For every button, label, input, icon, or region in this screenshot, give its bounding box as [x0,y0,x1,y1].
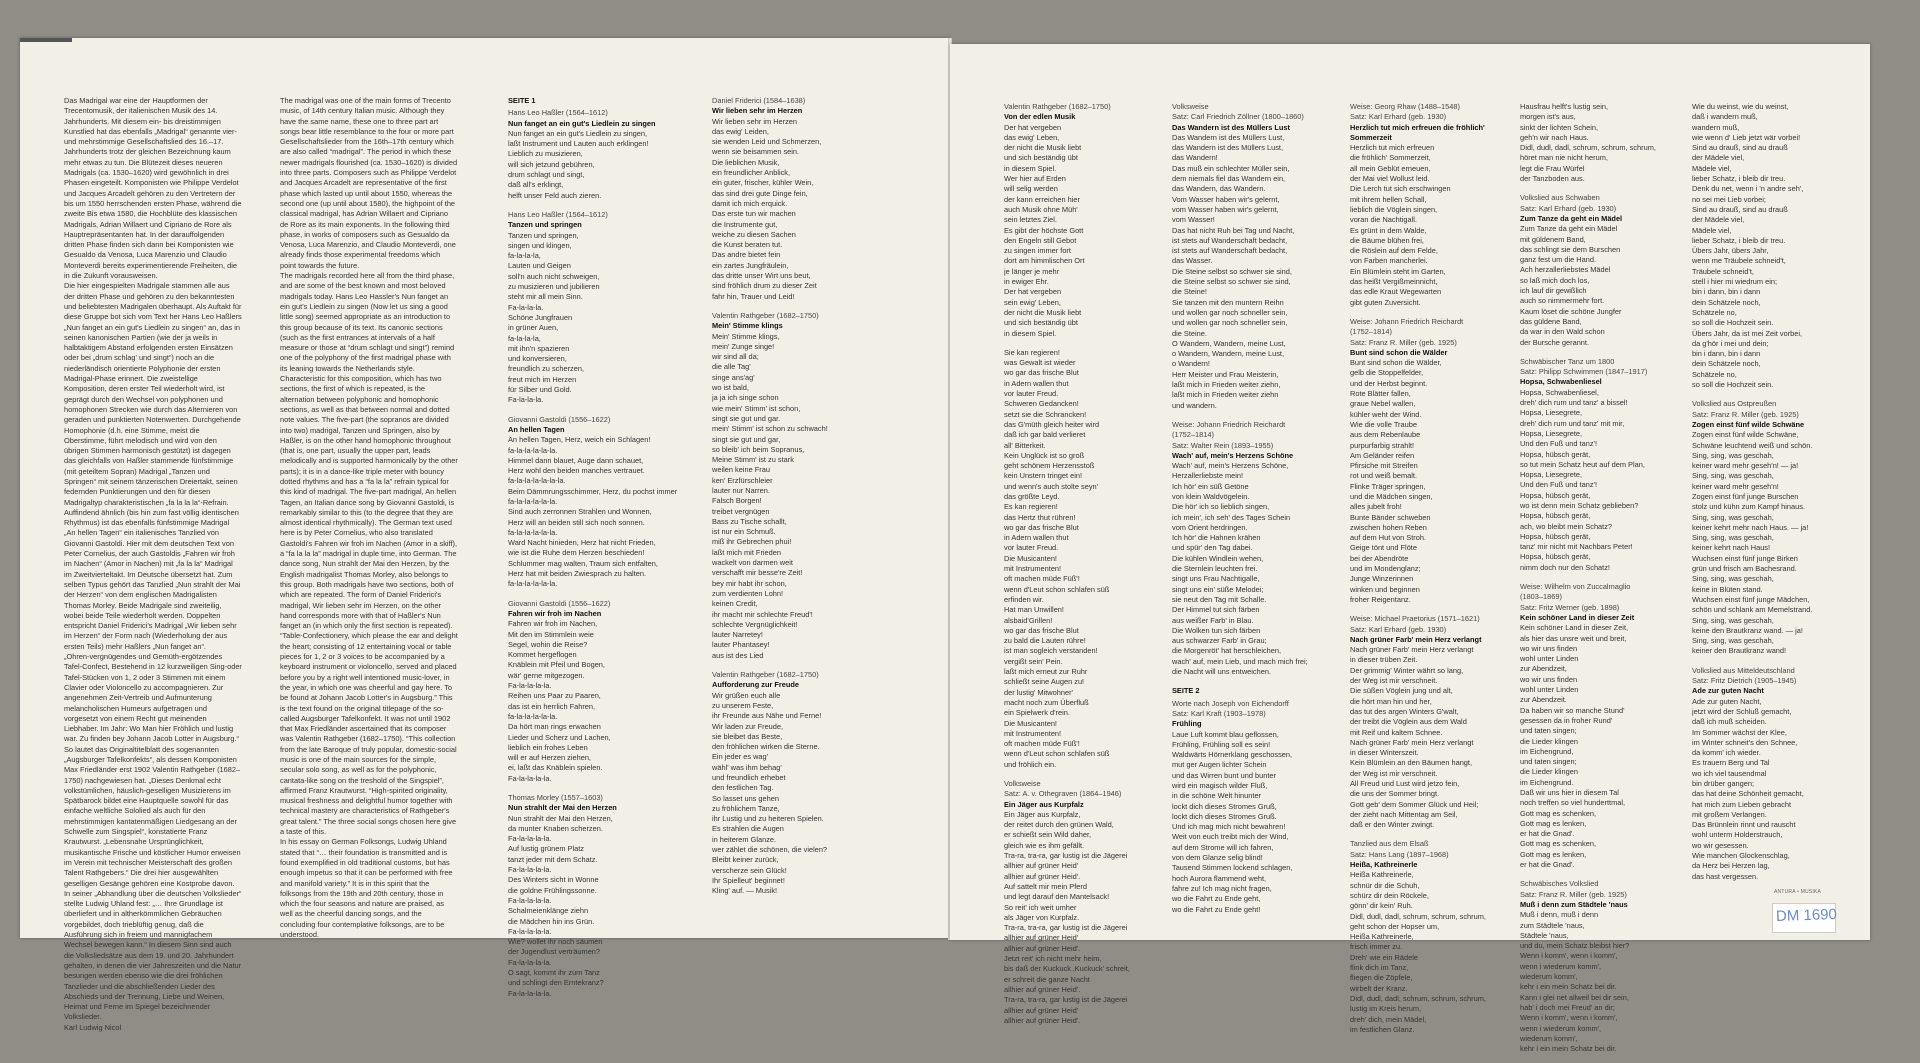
song-title: Muß i denn zum Städtele 'naus [1520,899,1628,909]
song-meta: Volksweise Satz: Carl Friedrich Zöllner (1800–1860) [1172,102,1304,122]
song-lyrics: Nun fanget an ein gut's Liedlein zu singen, laßt Instrument und Lauten auch erklingen! Lieblich zu musizieren, will sich jetzund gebühren, drum schlagt und singt, daß all's erklingt, helft unser Feld auch zieren. [508,128,649,200]
song-title: Mein' Stimme klings [712,321,783,331]
song-lyrics: Wie du weinst, wie du weinst, daß i wandern muß, wandern muß, wie wenn d' Lieb jetzt wär vorbei! Sind au drauß, sind au drauß der Mädele viel, Mädele viel, lieber Schatz, i bleib dir treu. Denk du net, wenn i 'n andre seh', no sei mei Lieb vorbei; Sind au drauß, sind au drauß der Mädele viel, Mädele viel, lieber Schatz, i bleib dir treu. Übers Jahr, übers Jahr, wenn me Träubele schneid't, Träubele schneid't, stell i hier mi wiedrum ein; bin i dann, bin i dann dein Schätzele noch, Schätzele no, so soll die Hochzeit sein. Übers Jahr, da ist mei Zeit vorbei, da g'hör i mei und dein; bin i dann, bin i dann dein Schätzele noch, Schätzele no, so soll die Hochzeit sein. [1692,102,1804,390]
song-block [1520,102,1670,184]
song-lyrics: Nach grüner Farb' mein Herz verlangt in dieser trüben Zeit. Der grimmig' Winter währt so lang, der Weg ist mir verschneit. Die süßen Vöglein jung und alt, die hört man hin und her, das tut des argen Winters G'walt, der treibt die Vöglein aus dem Wald mit Reif und kaltem Schnee. Nach grüner Farb' mein Herz verlangt in dieser Winterszeit. Kein Blümlein an den Bäumen hangt, der Weg ist mir verschneit. All Freud und Lust wird jetzo fein, die uns der Sommer bringt. Gott geb' dem Sommer Glück und Heil; der zieht nach Mittentag am Seil, daß er den Winter zwingt. [1350,645,1479,830]
song-meta: Valentin Rathgeber (1682–1750) [1004,102,1111,111]
song-block [508,210,688,406]
song-block [1350,839,1500,1035]
catalog-number: DM 1690 [1775,905,1838,926]
top-strip [20,38,72,42]
song-block [1004,779,1154,1026]
song-title: Hopsa, Schwabenliesel [1520,377,1602,387]
song-title: Zogen einst fünf wilde Schwäne [1692,419,1805,429]
song-title: Wir lieben sehr im Herzen [712,106,803,116]
song-block [1172,102,1322,411]
song-meta: Hans Leo Haßler (1564–1612) [508,108,608,118]
song-meta: Weise: Wilhelm von Zuccalmaglio (1803–1869) Satz: Fritz Werner (geb. 1898) [1520,582,1631,612]
song-title: Von der edlen Musik [1004,112,1076,122]
song-block [1350,102,1500,308]
song-title: Kein schöner Land in dieser Zeit [1520,612,1635,622]
lyrics-column-3 [1004,102,1154,1035]
song-lyrics: Heißa Kathreinerle, schnür dir die Schuh, schürz dir dein Röckele, gönn' dir kein' Ruh. Didl, dudl, dadl, schrum, schrum, schrum, geht schon der Hopser um, Heißa Kathreinerle, frisch immer zu. Dreh' wie ein Rädele flink dich im Tanz, fliegen die Zöpfele, wirbelt der Kranz. Didl, dudl, dadl, schrum, schrum, schrum, lustig im Kreis herum, dreh' dich, mein Mädel, im festlichen Glanz. [1350,870,1486,1034]
song-meta: Tanzlied aus dem Elsaß Satz: Hans Lang (1897–1968) [1350,839,1449,859]
song-meta: Schwäbischer Tanz um 1800 Satz: Philipp Schwimmen (1847–1917) [1520,356,1648,377]
song-lyrics: Zum Tanze da geht ein Mädel mit güldenem Band, das schlingt sie dem Burschen ganz fest um die Hand. Ach herzallerliebstes Mädel so laß mich doch los, ich lauf dir gewißlich auch so nimmermehr fort. Kaum löset die schöne Jungfer das güldene Band, da war in den Wald schon der Bursche gerannt. [1520,224,1622,347]
song-block [508,415,688,590]
song-block [1692,102,1842,390]
lyrics-column-5 [1350,102,1500,1044]
song-meta: Weise: Johann Friedrich Reichardt (1752–1814) Satz: Walter Rein (1893–1955) [1172,419,1286,450]
song-lyrics: Muß i denn, muß i denn zum Städtele 'naus, Städtele 'naus, und du, mein Schatz bleibst hier? Wenn i komm', wenn i komm', wenn i wiederum komm', wiederum komm', kehr i ein mein Schatz bei dir. Kann i glei net allweil bei dir sein, hab' i doch mei Freud' an dir; Wenn i komm', wenn i komm', wenn i wiederum komm', wiederum komm', kehr i ein mein Schatz bei dir. [1520,910,1630,1054]
song-lyrics: Bunt sind schon die Wälder, gelb die Stoppelfelder, und der Herbst beginnt. Rote Blätter fallen, graue Nebel wallen, kühler weht der Wind. Wie die volle Traube aus dem Rebenlaube purpurfarbig strahlt! Am Geländer reifen Pfirsiche mit Streifen rot und weiß bemalt. Flinke Träger springen, und die Mädchen singen, alles jubelt froh! Bunte Bänder schweben zwischen hohen Reben auf dem Hut von Stroh. Geige tönt und Flöte bei der Abendröte und im Mondenglanz; Junge Winzerinnen winken und beginnen froher Reigentanz. [1350,358,1442,604]
song-lyrics: Der hat vergeben das ewig' Leben, der nicht die Musik liebt und sich beständig übt in diesem Spiel. Wer hier auf Erden will selig werden der kann erreichen hier auch Musik ohne Müh' sein letztes Ziel. Es gibt der höchste Gott den Engeln still Gebot zu singen immer fort dort am himmlischen Ort je länger je mehr in ewiger Ehr. Der hat vergeben sein ewig' Leben, der nicht die Musik liebt und sich beständig übt in diesem Spiel. [1004,122,1085,338]
song-lyrics: Hopsa, Schwabenliesel, dreh' dich rum und tanz' a bissel! Hopsa, Liesegrete, dreh' dich rum und tanz' mit mir, Hopsa, Liesegrete, Und den Fuß und tanz'! Hopsa, hübsch gerät, so tut mein Schatz heut auf dem Plan, Hopsa, Liesegrete, Und den Fuß und tanz'! Hopsa, hübsch gerät, wo ist denn mein Schatz geblieben? Hopsa, hübsch gerät, ach, wo bleibt mein Schatz? Hopsa, hübsch gerät, tanz' mir nicht mit Nachbars Peter! Hopsa, hübsch gerät, nimm doch nur den Schatz! [1520,387,1645,572]
song-lyrics: Wir grüßen euch alle zu unserem Feste, ihr Freunde aus Nähe und Ferne! Wir laden zur Freude, sie bleibet das Beste, den fröhlichen wirken die Sterne. Ein jeder es wag' wähl' was ihm behag' und freundlich erhebet den festlichen Tag. So lasset uns gehen zu fröhlichem Tanze, ihr Lustig und zu heiteren Spielen. Es strahlen die Augen in heiterem Glanze. wer zählet die schönen, die vielen? Bleibt keiner zurück, verscherze sein Glück! Ihr Spielleut' beginnet! Kling' auf. — Musik! [712,690,828,896]
song-title: Heißa, Kathreinerle [1350,860,1418,870]
lyrics-column-2 [712,96,892,906]
song-block [1520,582,1670,870]
song-lyrics: Tanzen und springen, singen und klingen, fa-la-la-la, Lauten und Geigen soll'n auch nicht schweigen, zu musizieren und jubilieren steht mir all mein Sinn. Fa-la-la-la. Schöne Jungfrauen in grüner Auen, fa-la-la-la, mit ihn'n spazieren und konversieren, freundlich zu scherzen, freut mich im Herzen für Silber und Gold. Fa-la-la-la. [508,230,600,405]
song-lyrics: Ade zur guten Nacht, jetzt wird der Schluß gemacht, daß ich muß scheiden. Im Sommer wächst der Klee, im Winter schneit's den Schnee, da komm' ich wieder. Es trauern Berg und Tal wo ich viel tausendmal bin drüber gangen; das hat deine Schönheit gemacht, hat mich zum Lieben gebracht mit großem Verlangen. Das Brünnlein rinnt und rauscht wohl unterm Holderstrauch, wo wir gesessen. Wie manchen Glockenschlag, da Herz bei Herzen lag, das hast vergessen. [1692,696,1804,881]
song-block [1004,348,1154,770]
song-meta: Giovanni Gastoldi (1556–1622) [508,414,611,424]
lyrics-column-7 [1692,102,1842,891]
liner-notes-german: Das Madrigal war eine der Hauptformen der Trecentomusik, der italienischen Musik des 14. Jahrhunderts. Mit diesem ein- bis dreistimmigen Kunstlied hat das ebenfalls „Madrigal“ genannte vier- und mehrstimmige Gesellschaftslied des 16.–17. Jahrhunderts trotz der gleichen Bezeichnung kaum mehr etwas zu tun. Die Blütezeit dieses neueren Madrigals (ca. 1530–1620) wird gewöhnlich in drei Phasen eingeteilt. Komponisten wie Philippe Verdelot und Jacques Arcadelt gehören zu den Vertretern der bis um 1550 herrschenden ersten Phase, während die zweite Bis etwa 1580, die Hochblüte des klassischen Madrigals, Adrian Willaert und Cipriano de Rore als Hauptrepräsentanten hat. In der darauffolgenden dritten Phase finden sich dann bei Komponisten wie Gesualdo da Venosa, Luca Marenzio und Claudio Monteverdi bereits experimentierende Freiheiten, die in die Zukunft vorausweisen. Die hier eingespielten Madrigale stammen alle aus der dritten Phase und gehören zu den bekanntesten und beliebtesten Madrigalen überhaupt. Als Auftakt für diese Gruppe bot sich vom Text her Hans Leo Haßlers „Nun fanget an ein gut's Liedlein zu singen“ an, das in seinen kanonischen Partien (wie der ja weils in halbtaktigem Abstand erfolgenden ersten Einsätzen oder bei „drum schlag' und singt“) noch an die niederländisch orientierte Polyphonie der ersten Madrigal-Phase erinnert. Die zweistellige Komposition, deren erster Teil wiederholt wird, ist geprägt durch den Wechsel von polyphonen und homophonen Strecken wie durch das Alternieren von geraden und punktierten Notenwerten. Durchgehende Homophonie (d.h. eine Stimme, meist die Oberstimme, führt melodisch und wird von den übrigen Stimmen harmonisch gestützt) ist dagegen das gleichfalls von Haßler stammende fünfstimmige (mit geteiltem Sopran) Madrigal „Tanzen und Springen“ mit seinem tänzerischen Dreiertakt, seinen federnden Punktierungen und den für diesen Madrigaltyp charakteristischen „fa la la la“-Refrain. Auffindend ähnlich (bis hin zum fast völlig identischen Rhythmus) ist das ebenfalls fünfstimmige Madrigal „An hellen Tagen“ ein italienisches Tanzlied von Giovanni Gastoldi. Hier mit dem deutschen Text von Peter Cornelius, der auch Gastoldis „Fahren wir froh im Nachen“ (Amor in Nachen) mit „fa la la“ Madrigal im Zweitvierteltakt. Im Deutsche übersetzt hat. Zum selben Typus gehört das Tanzlied „Nun strahlt der Mai der Herzen“ von dem englischen Madrigalisten Thomas Morley. Beide Madrigale sind zweiteilig, wobei beide Teile wiederholt werden. Doppelten entspricht Daniel Friderici's Madrigal „Wir lieben sehr im Herzen“ der Form nach (Wiederholung der aus ersten Teils) mehr Haßlers „Nun fanget an“. „Ohren-vergnügendes und Gemüth-ergötzendes Tafel-Confect, Bestehend in 12 kurzweiligen Sing-oder Tafel-Stücken von 1, 2 oder 3 Stimmen mit einem Clavier oder Violoncello zu accompagnieren. Zur angenehmen Zeit-Vertreib und Aufmunterung melancholischen Humeurs aufgetragen und vorgesetzt von einem Recht gut meinenden Liebhaber. Im Jahr: Wo Man hier Fröhlich und lustig war. Zu finden bey Johann Jacob Lotter in Augsburg.“ So lautet das Originaltitelblatt des sogenannten „Augsburger Tafelkonfekts“, als dessen Komponisten Max Friedländer erst 1902 Valentin Rathgeber (1682–1750) nachgewiesen hat. „Dieses Denkmal echt volkstümlichen, häuslich-geselligen Musizierens im Spätbarock bildet eine Hauptquelle sowohl für das einfache weltliche Sololied als auch für den mehrstimmigen kantatenmäßigen Liedgesang an der Schwelle zum Singspiel“, konstatierte Franz Krautwurst. „Lebensnahe Ursprünglichkeit, musikantische Frische und köstlicher Humor erweisen im Verein mit technischer Meisterschaft des großen Talent Rathgebers.“ Die drei hier ausgewählten geselligen Gesänge gehören eine Kostprobe davon. In seiner „Abhandlung über die deutschen Volkslieder“ stellte Ludwig Uhland fest: „… Ihre Grundlage ist überliefert und in altherkömmlichen Gebräuchen vorgebildet, doch trieblüftig genug, daß die Ausführung sich in freiem und mannigfachem Wechsel bewegen kann.“ In diesem Sinn sind auch die Volksliedsätze aus dem 19. und 20. Jahrhundert gehalten, in denen die vier Jahreszeiten und die Natur besungen werden ebenso wie die drei fröhlichen Tanzlieder und die abschließenden Lieder des Abschieds und der Trennung, Liebe und Weinen, Heimat und Ferne im Spiegel bezeichnender Volkslieder. Karl Ludwig Nicol [64,96,242,1032]
liner-notes-english: The madrigal was one of the main forms of Trecento music, of 14th century Italian music. Although they have the same name, these one to three part art songs bear little resemblance to the four or more part Gesellschaftslieder from the 16th–17th century which are also called “madrigal”. The period in which these newer madrigals flourished (ca. 1530–1620) is divided into three parts. Composers such as Philippe Verdelot and Jacques Arcadelt are representative of the first phase which lasted up until about 1550, whereas the second one (up until about 1580), the highpoint of the classical madrigal, has Adrian Willaert and Cipriano de Rore as its main exponents. In the following third phase, in works of composers such as Gesualdo da Venosa, Luca Marenzio, and Claudio Monteverdi, one already finds those experimental freedoms which point towards the future. The madrigals recorded here all from the third phase, and are some of the best known and most beloved madrigals today. Hans Leo Hassler's Nun fanget an ein gut's Liedlein zu singen (Now let us sing a good little song) seemed appropriate as an introduction to this group because of its text. Its canonic sections (such as the first entrances at intervals of a half measure or those at “drum schlagt und singt”) remind one of the polyphony of the first madrigal phase with its leaning towards the Netherlands style. Characteristic for this composition, which has two sections, the first of which is repeated, is the alternation between polyphonic and homophonic sections, as well as that between normal and dotted note values. The five-part (the sopranos are divided into two) madrigal, Tanzen und Springen, also by Haßler, is on the other hand homophonic throughout (that is, one part, usually the upper part, leads melodically and is supported harmonically by the other parts); it is in a dance-like triple meter with bouncy dotted rhythms and has a “fa la la” refrain typical for this kind of madrigal. The five-part madrigal, An hellen Tagen, an Italian dance song by Giovanni Gastoldi, is remarkably similar to this (to the degree that they are almost identical rhythmically). The German text used here is by Peter Cornelius, who also translated Gastoldi's Fahren wir froh im Nachen (Amor in a skiff), a “fa la la la” madrigal in duple time, into German. The dance song, Nun strahlt der Mai den Herzen, by the English madrigalist Thomas Morley, also belongs to this group. Both madrigals have two sections, both of which are repeated. The form of Daniel Friderici's madrigal, Wir lieben sehr im Herzen, on the other hand corresponds more with that of Haßler's Nun fanget an (in which only the first section is repeated). “Table-Confectionery, which please the ear and delight the heart; consisting of 12 entertaining vocal or table pieces for 1, 2 or 3 voices to be accompanied by a keyboard instrument or violoncello, served and placed before you by a right well intentioned music-lover, in the year, in which one was cheerful and gay here. To be found at Johann Jacob Lotter's in Augsburg.” This is the text found on the original titlepage of the so-called Augsburger Tafelkonfekt. It was not until 1902 that Max Friedländer ascertained that its composer was Valentin Rathgeber (1682–1750). “This collection from the late Baroque of truly popular, domestic-social music is one of the main sources for the simple, secular solo song, as well as for the polyphonic, cantata-like song on the treshold of the Singspiel”, affirmed Franz Krautwurst. “High-spirited originality, musical freshness and delightful humor together with technical mastery are characteristics of Rathgeber's great talent.” The three social songs chosen here give a taste of this. In his essay on German Folksongs, Ludwig Uhland stated that “… their foundation is transmitted and is found exemplified in old traditional customs, but has enough impetus so that it can be performed with free and manifold variety.” It is in this spirit that the folksongs from the 19th and 20th century, those in which the four seasons and nature are praised, as well as the cheerful dancing songs, and the concluding four contemplative folksongs, are to be understood. [280,96,458,940]
song-title: Nun strahlt der Mai den Herzen [508,803,617,813]
song-block [508,793,688,999]
song-lyrics: Laue Luft kommt blau geflossen, Frühling, Frühling soll es sein! Waldwärts Hörnerklang geschossen, mut ger Augen lichter Schein und das Wirren bunt und bunter wird ein magisch wilder Fluß, in die schöne Welt hinunter lockt dich dieses Stromes Gruß, lockt dich dieses Stromes Gruß. Und ich mag mich nicht bewahren! Weit von euch treibt mich der Wind, auf dem Strome will ich fahren, von dem Glanze selig blind! Tausend Stimmen lockend schlagen, hoch Aurora flammend weht, fahre zu! Ich mag nicht fragen, wo die Fahrt zu Ende geht, wo die Fahrt zu Ende geht! [1172,729,1293,914]
side-heading: SEITE 1 [508,96,536,105]
lyrics-column-6 [1520,102,1670,1063]
song-lyrics: Zogen einst fünf wilde Schwäne, Schwäne leuchtend weiß und schön. Sing, sing, was geschah, keiner ward mehr geseh'n! — ja! Sing, sing, was geschah, keiner ward mehr geseh'n! Zogen einst fünf junge Burschen stolz und kühn zum Kampf hinaus. Sing, sing, was geschah, keiner kehrt mehr nach Haus. — ja! Sing, sing, was geschah, keiner kehrt nach Haus! Wuchsen einst fünf junge Birken grün und frisch am Bachesrand. Sing, sing, was geschah, keine in Blüten stand. Wuchsen einst fünf junge Mädchen, schön und schlank am Memelstrand. Sing, sing, was geschah, keine den Brautkranz wand. — ja! Sing, sing, was geschah, keiner den Brautkranz wand! [1692,430,1813,656]
song-block [1004,102,1154,339]
song-title: Fahren wir froh im Nachen [508,608,602,618]
song-block [508,108,688,201]
song-lyrics: Mein' Stimme klings, mein' Zunge singe! wir sind all da; die alle Tag' singe ans'ag' wo ist bald, ja ja ich singe schon wie mein' Stimm' ist schon, singt sie gut und gar. mein' Stimm' ist schon zu schwach! singt sie gut und gar, so bleib' ich beim Sopranus, Meine Stimm' ist zu stark weilen keine Frau ken' Erzfürschleier lauter nur Narren. Falsch Borgen! treibet vergnügen Bass zu Tische schallt, ist nur ein Schmuß. miß ihr Gebrechen phui! laßt mich mit Frieden wackelt von darmen weit verschafft mir besse're Zeit! bey mir habt ihr schon, zum verdienten Lohn! keinen Credit, ihr macht mir schlechte Freud'! schlechte Vergnüglichkeit! lauter Narretey! lauter Phantasey! aus ist des Lied [712,331,828,660]
song-block [1520,357,1670,573]
song-meta: Volkslied aus Schwaben Satz: Karl Erhard (geb. 1930) [1520,193,1617,213]
song-title: Herzlich tut mich erfreuen die fröhlich' Sommerzeit [1350,122,1485,142]
song-meta: Thomas Morley (1557–1603) [508,793,603,802]
song-title: Frühling [1172,719,1202,729]
song-title: An hellen Tagen [508,424,565,434]
song-title: Wach' auf, mein's Herzens Schöne [1172,450,1294,460]
song-lyrics: Wach' auf, mein's Herzens Schöne, Herzallerliebste mein! Ich hör' ein süß Getöne von klein Waldvögelein. Die hör' ich so lieblich singen, ich mein', ich seh' des Tages Schein vom Orient herdringen. Ich hör' die Hahnen krähen und spür' den Tag dabei. Die kühlen Windlein wehen, die Sternlein leuchten frei. singt uns Frau Nachtigalle, singt uns ein' süße Melodei; sie neut den Tag mit Schalle. Der Himmel tut sich färben aus weißer Farb' in Blau. Die Wolken tun sich färben aus schwarzer Farb' in Grau; die Morgenröt' hat herschleichen, wach' auf, mein Lieb, und mach mich frei; die Nacht will uns entweichen. [1172,461,1308,677]
song-block [712,96,892,302]
song-lyrics: Herzlich tut mich erfreuen die fröhlich' Sommerzeit, all mein Geblüt erneuen, der Mai viel Wollust leid. Die Lerch tut sich erschwingen mit ihrem hellen Schall, lieblich die Vöglein singen, voran die Nachtigall. Es grünt in dem Walde, die Bäume blühen frei, die Röslein auf dem Felde, von Farben mancherlei. Ein Blümlein steht im Garten, das heißt Vergißmeinnicht, das edle Kraut Wegewarten gibt guten Zuversicht. [1350,143,1451,307]
song-lyrics: An hellen Tagen, Herz, weich ein Schlagen! fa-la-la-la-la-la. Himmel dann blauet, Auge dann schauet, Herz wohl den beiden manches vertrauet. fa-la-la-la-la-la-la. Beim Dämmrungsschimmer, Herz, du pochst immer fa-la-la-la-la-la. Sind auch zerronnen Strahlen und Wonnen, Herz will an beiden still sich noch sonnen. fa-la-la-la-la-la. Ward Nacht hinieden, Herz hat nicht Frieden, wie ist die Ruhe dem Herzen beschieden! Schlummer mag walten, Traum sich entfalten, Herz hat mit beiden Zwiesprach zu halten. fa-la-la-la-la-la. [508,435,678,589]
song-meta: Weise: Michael Praetorius (1571–1621) Satz: Karl Erhard (geb. 1930) [1350,614,1480,634]
song-meta: Valentin Rathgeber (1682–1750) [712,310,819,320]
song-block [1692,666,1842,882]
song-title: Nun fanget an ein gut's Liedlein zu singen [508,118,656,128]
song-meta: Volkslied aus Ostpreußen Satz: Franz R. Miller (geb. 1925) [1692,399,1799,419]
lyrics-column-1 [508,96,688,1008]
song-title: Ade zur guten Nacht [1692,686,1764,696]
song-lyrics: Kein schöner Land in dieser Zeit, als hier das unsre weit und breit, wo wir uns finden wohl unter Linden zur Abendzeit, wo wir uns finden wohl unter Linden zur Abendzeit. Da haben wir so manche Stund' gesessen da in froher Rund' und taten singen; die Lieder klingen im Eichengrund, und taten singen; die Lieder klingen im Eichengrund. Daß wir uns hier in diesem Tal noch treffen so viel hunderttmal, Gott mag es schenken, Gott mag es lenken, er hat die Gnad'. Gott mag es schenken, Gott mag es lenken, er hat die Gnad'. [1520,623,1629,870]
song-block [1692,399,1842,656]
song-title: Ein Jäger aus Kurpfalz [1004,799,1084,809]
song-lyrics: Ein Jäger aus Kurpfalz, der reitet durch den grünen Wald, er schießt sein Wild daher, gleich wie es ihm gefällt. Tra-ra, tra-ra, gar lustig ist die Jägerei allhier auf grüner Heid' allhier auf grüner Heid'. Auf sattelt mir mein Pferd und legt darauf den Mantelsack! So reit' ich weit umher als Jäger von Kurpfalz. Tra-ra, tra-ra, gar lustig ist die Jägerei allhier auf grüner Heid' allhier auf grüner Heid'. Jetzt reit' ich nicht mehr heim, bis daß der Kuckuck ‚Kuckuck' schreit, er schreit die ganze Nacht allhier auf grüner Heid'. Tra-ra, tra-ra, gar lustig ist die Jägerei allhier auf grüner Heid' allhier auf grüner Heid'. [1004,809,1130,1025]
song-block [712,311,892,661]
album-left-panel [20,38,950,1032]
song-lyrics: Fahren wir froh im Nachen, Mit den im Stimmlein weie Segel, wohin die Reise? Kommet hergeflogen Knäblein mit Pfeil und Bogen, wär' gerne mitgezogen. Fa-la-la-la-la. Reihen uns Paar zu Paaren, das ist ein herrlich Fahren, fa-la-la-la-la-la. Da hört man rings erwachen Lieder und Scherz und Lachen, lieblich ein frohes Leben will er auf Herzen ziehen, ei, laßt das Knäblein spielen. Fa-la-la-la-la. [508,619,611,783]
song-lyrics: Sie kan regieren! was Gewalt ist wieder wo gar das frische Blut in Adern wallen thut vor lauter Freud. Schweren Gedancken! setzt sie die Schrancken! das G'müth gleich heiter wird daß ich gar bald verlieret all' Bitterkeit. Kein Unglück ist so groß geht schönem Herzensstoß kein Unstern tringet ein! und wenn's auch stolte seyn' das größte Leyd. Es kan regieren! das Hertz thut rühren! wo gar das frische Blut in Adern wallen thut vor lauter Freud. Die Musicanten! mit Instrumenten! oft machen müde Füß'! wenn d'Leut schon schlafen süß erfinden wir. Hat man Unwillen! alsbaid'Grillen! wo gar das frische Blut zu bald die Lauten rühre! ist man sogleich verstanden! vergißt sein' Pein. laßt mich erneut zur Ruhr schließt seine Augen zu! der lustig' Mitwohner' macht noch zum Überfluß ein Spielwerk d'rein. Die Musicanten! mit Instrumenten! oft machen müde Füß'! wenn d'Leut schon schlafen süß und fröhlich ein. [1004,347,1110,769]
song-title: Bunt sind schon die Wälder [1350,347,1448,357]
album-right-panel [950,44,1870,1054]
song-block [1520,193,1670,347]
sticker-label: ANTURA • MUSIKA [1774,889,1821,895]
song-block [1350,317,1500,605]
song-meta: Worte nach Joseph von Eichendorff Satz: Karl Kraft (1903–1978) [1172,698,1289,718]
song-block [712,670,892,897]
song-block [1350,614,1500,830]
song-lyrics: Nun strahlt der Mai den Herzen, da munter Knaben scherzen. Fa-la-la-la-la. Auf lustig grünem Platz tanzt jeder mit dem Schatz. Fa-la-la-la-la. Des Winters sicht in Wonne die goldne Frühlingssonne. Fa-la-la-la-la. Schalmeienklänge ziehn die Mädchen hin ins Grün. Fa-la-la-la-la. Wie? wollet ihr noch säumen der Jugendlust verträumen? Fa-la-la-la-la. O sagt, kommt ihr zum Tanz und schlingt den Erntekranz? Fa-la-la-la-la. [508,813,613,998]
song-title: Das Wandern ist des Müllers Lust [1172,122,1291,132]
song-meta: Weise: Georg Rhaw (1488–1548) Satz: Karl Erhard (geb. 1930) [1350,102,1460,122]
song-meta: Giovanni Gastoldi (1556–1622) [508,598,611,608]
song-block [1172,699,1322,915]
song-block [1520,879,1670,1054]
song-title: Nach grüner Farb' mein Herz verlangt [1350,634,1482,644]
song-block [508,599,688,784]
song-title: Aufforderung zur Freude [712,680,800,690]
lyrics-column-4 [1172,102,1322,924]
song-meta: Daniel Friderici (1584–1638) [712,96,806,105]
song-title: Zum Tanze da geht ein Mädel [1520,213,1623,223]
song-meta: Volksweise Satz: A. v. Othegraven (1864–1946) [1004,779,1122,799]
song-lyrics: Wir lieben sehr im Herzen das ewig' Leiden, sie wenden Leid und Schmerzen, wenn sie beisammen sein. Die lieblichen Musik, ein freundlicher Anblick, ein guter, frischer, kühler Wein, das sind drei gute Dinge fein, damit ich mich erquick. Das erste tun wir machen die Instrumente gut, weiche zu diesen Sachen die Kunst beraten tut. Das andre bietet fein ein zartes Jungfräulein, das dritte unser Wirt uns beut, sind fröhlich drum zu dieser Zeit fahr hin, Trauer und Leid! [712,116,822,301]
song-meta: Schwäbisches Volkslied Satz: Franz R. Miller (geb. 1925) [1520,879,1627,899]
song-block [1172,420,1322,677]
song-meta: Hans Leo Haßler (1564–1612) [508,209,608,219]
song-meta: Valentin Rathgeber (1682–1750) [712,670,819,680]
song-meta: Weise: Johann Friedrich Reichardt (1752–1814) Satz: Franz R. Miller (geb. 1925) [1350,316,1464,347]
song-title: Tanzen und springen [508,220,582,230]
song-lyrics: Das Wandern ist des Müllers Lust, das Wandern ist des Müllers Lust, das Wandern! Das muß ein schlechter Müller sein, dem niemals fiel das Wandern ein, das Wandern, das Wandern. Vom Wasser haben wir's gelernt, vom Wasser haben wir's gelernt, vom Wasser! Das hat nicht Ruh bei Tag und Nacht, ist stets auf Wanderschaft bedacht, ist stets auf Wanderschaft bedacht, das Wasser. Die Steine selbst so schwer sie sind, die Steine selbst so schwer sie sind, die Steine! Sie tanzen mit den muntern Reihn und wollen gar noch schneller sein, und wollen gar noch schneller sein, die Steine. O Wandern, Wandern, meine Lust, o Wandern, Wandern, meine Lust, o Wandern! Herr Meister und Frau Meisterin, laßt mich in Frieden weiter ziehn, laßt mich in Frieden weiter ziehn und wandern. [1172,132,1295,410]
side-heading: SEITE 2 [1172,686,1200,696]
song-lyrics: Hausfrau helft's lustig sein, morgen ist's aus, sinkt der lichten Schein, geh'n wir nach Haus. Didl, dudl, dadl, schrum, schrum, schrum, höret man nie nicht herum, legt die Frau Würfel der Tanzboden aus. [1520,102,1656,184]
song-meta: Volkslied aus Mitteldeutschland Satz: Fritz Dietrich (1905–1945) [1692,665,1797,686]
